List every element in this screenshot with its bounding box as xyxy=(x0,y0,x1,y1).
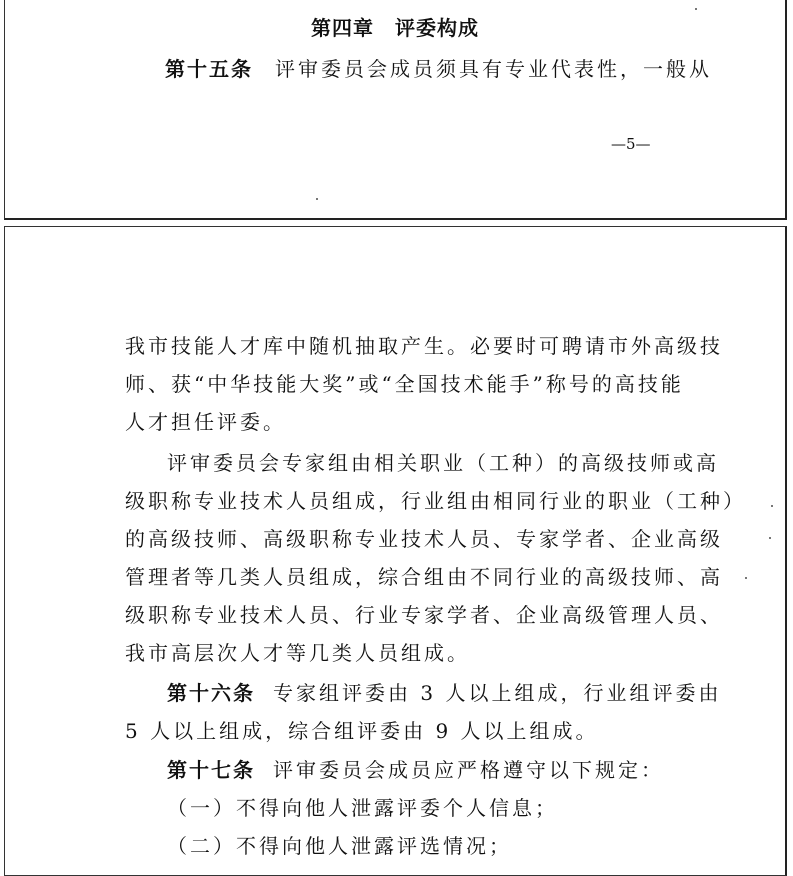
paragraph-line: 级职称专业技术人员组成，行业组由相同行业的职业（工种） xyxy=(125,489,746,513)
article-17-label: 第十七条 xyxy=(167,758,255,782)
article-15-line xyxy=(165,53,712,82)
scan-speck xyxy=(745,577,747,579)
article-16-label: 第十六条 xyxy=(167,681,255,705)
paragraph-line: 评审委员会专家组由相关职业（工种）的高级技师或高 xyxy=(167,451,719,475)
paragraph-line: 我市高层次人才等几类人员组成。 xyxy=(125,641,470,665)
scan-speck xyxy=(769,537,771,539)
paragraph-line: 人才担任评委。 xyxy=(125,410,286,434)
scan-speck xyxy=(771,505,773,507)
paragraph-line: 师、获“中华技能大奖”或“全国技术能手”称号的高技能 xyxy=(125,372,684,396)
paragraph-line: 我市技能人才库中随机抽取产生。必要时可聘请市外高级技 xyxy=(125,334,723,358)
paragraph-line: 管理者等几类人员组成，综合组由不同行业的高级技师、高 xyxy=(125,565,723,589)
chapter-title: 第四章 评委构成 xyxy=(311,16,479,40)
article-15-label: 第十五条 xyxy=(165,57,253,81)
article-16-line xyxy=(167,677,721,706)
article-15-text: 评审委员会成员须具有专业代表性，一般从 xyxy=(275,57,712,81)
rule-item: （二）不得向他人泄露评选情况； xyxy=(167,834,512,858)
paragraph-line: 级职称专业技术人员、行业专家学者、企业高级管理人员、 xyxy=(125,603,723,627)
rule-item: （一）不得向他人泄露评委个人信息； xyxy=(167,796,558,820)
scan-speck xyxy=(316,198,318,200)
article-16-text: 专家组评委由 3 人以上组成，行业组评委由 xyxy=(273,681,722,705)
article-17-line xyxy=(167,754,664,783)
page-number: —5— xyxy=(611,135,651,153)
paragraph-line: 的高级技师、高级职称专业技术人员、专家学者、企业高级 xyxy=(125,527,723,551)
document-page-bottom xyxy=(4,226,787,876)
paragraph-line: 5 人以上组成，综合组评委由 9 人以上组成。 xyxy=(125,719,599,743)
article-17-text: 评审委员会成员应严格遵守以下规定： xyxy=(273,758,664,782)
scan-speck xyxy=(695,8,697,10)
document-page-top xyxy=(4,0,787,220)
